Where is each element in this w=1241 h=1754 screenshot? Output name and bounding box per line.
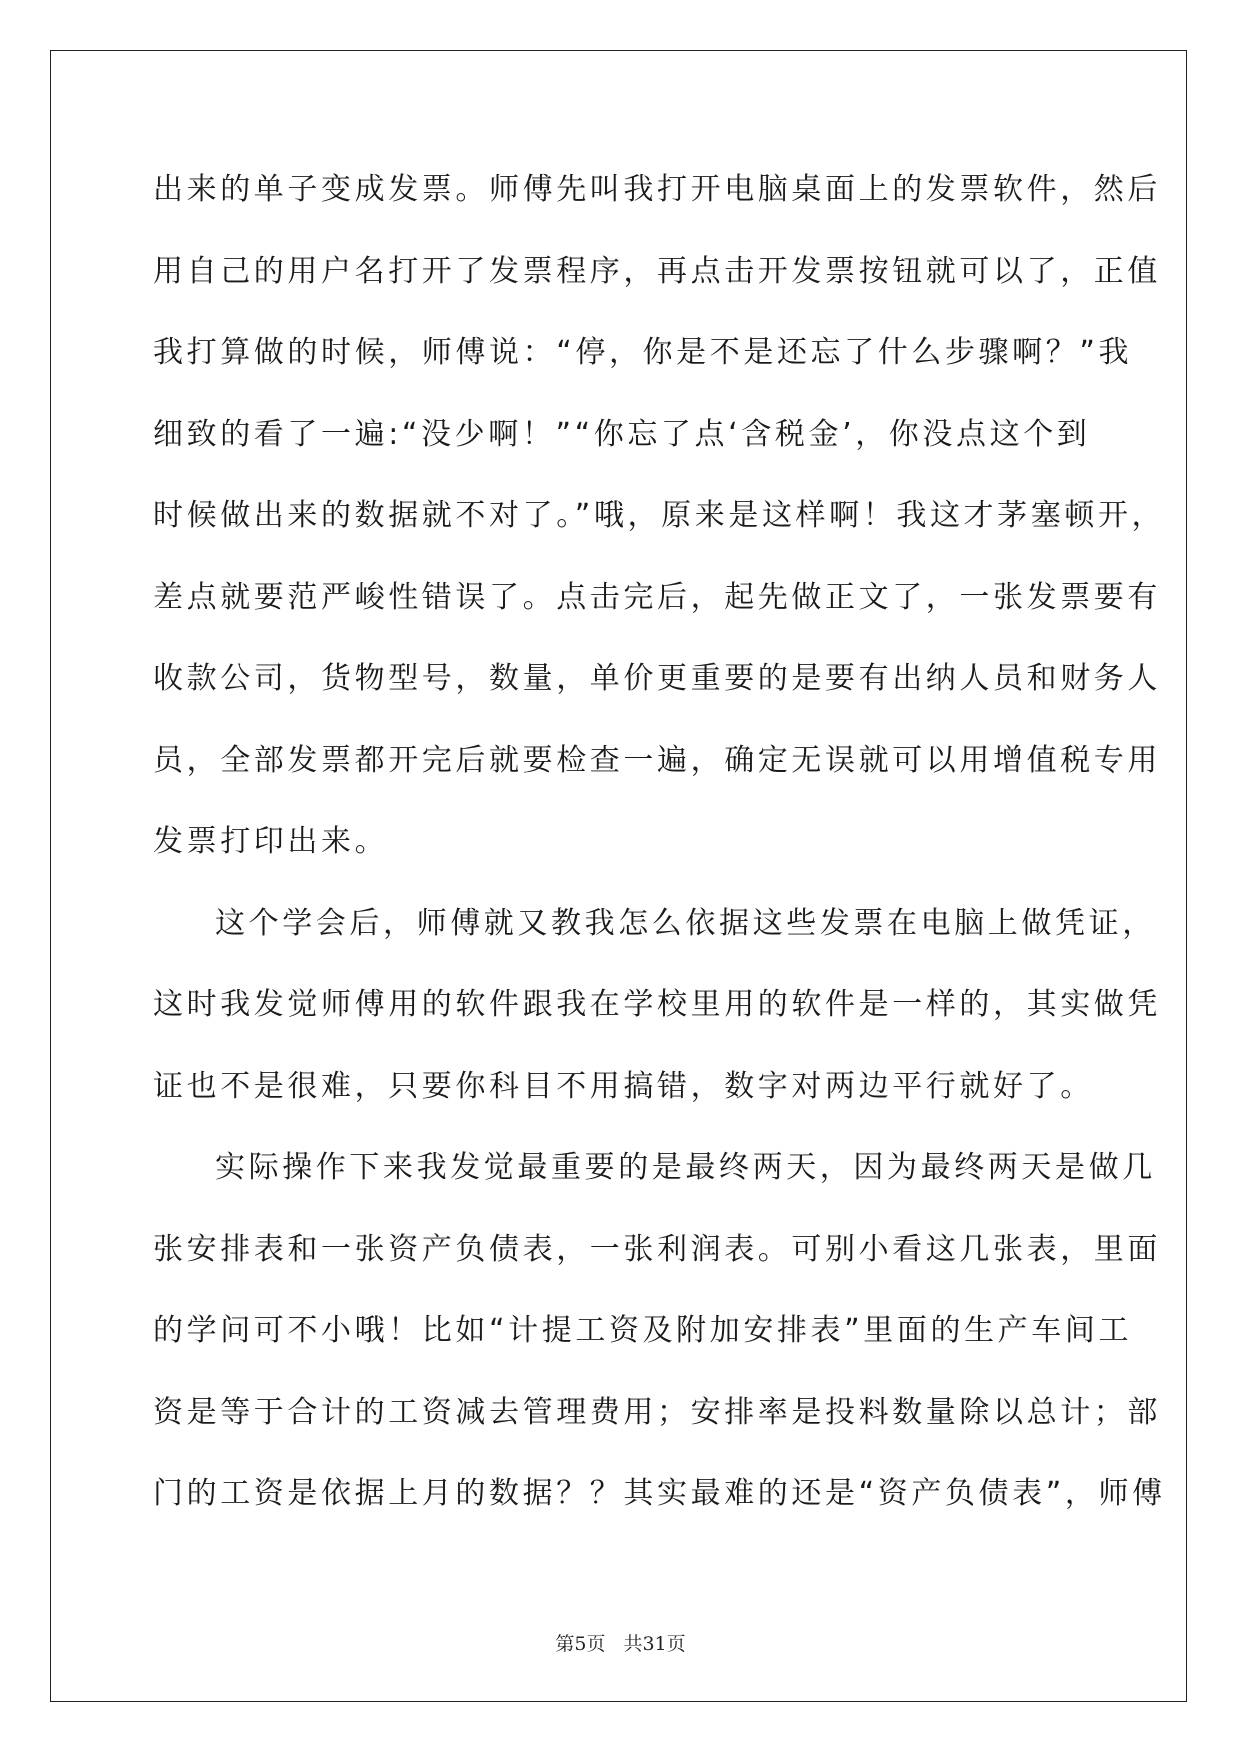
text-line: 时候做出来的数据就不对了。”哦，原来是这样啊！我这才茅塞顿开， <box>153 498 1166 533</box>
text-line: 实际操作下来我发觉最重要的是最终两天，因为最终两天是做几 <box>215 1150 1156 1185</box>
text-line: 的学问可不小哦！比如“计提工资及附加安排表”里面的生产车间工 <box>153 1313 1133 1348</box>
page-number: 第5页 <box>555 1633 606 1655</box>
page-total: 共31页 <box>623 1633 686 1655</box>
document-body <box>153 160 1166 1546</box>
text-line: 用自己的用户名打开了发票程序，再点击开发票按钮就可以了，正值 <box>153 253 1161 289</box>
text-line: 员，全部发票都开完后就要检查一遍，确定无误就可以用增值税专用 <box>153 742 1161 778</box>
text-line: 差点就要范严峻性错误了。点击完后，起先做正文了，一张发票要有 <box>153 579 1161 615</box>
text-line: 这个学会后，师傅就又教我怎么依据这些发票在电脑上做凭证， <box>215 905 1156 941</box>
text-line: 证也不是很难，只要你科目不用搞错，数字对两边平行就好了。 <box>153 1068 1094 1104</box>
text-line: 发票打印出来。 <box>153 824 389 859</box>
text-line: 这时我发觉师傅用的软件跟我在学校里用的软件是一样的，其实做凭 <box>153 987 1161 1022</box>
text-line: 出来的单子变成发票。师傅先叫我打开电脑桌面上的发票软件，然后 <box>153 172 1161 207</box>
text-line: 细致的看了一遍:“没少啊！”“你忘了点‘含税金’，你没点这个到 <box>153 416 1091 452</box>
text-line: 收款公司，货物型号，数量，单价更重要的是要有出纳人员和财务人 <box>153 661 1161 696</box>
text-line: 门的工资是依据上月的数据？？其实最难的还是“资产负债表”，师傅 <box>153 1476 1166 1511</box>
text-line: 我打算做的时候，师傅说：“停，你是不是还忘了什么步骤啊？”我 <box>153 335 1133 370</box>
page-footer <box>0 1629 1241 1656</box>
text-line: 张安排表和一张资产负债表，一张利润表。可别小看这几张表，里面 <box>153 1231 1161 1267</box>
text-line: 资是等于合计的工资减去管理费用；安排率是投料数量除以总计；部 <box>153 1394 1161 1430</box>
